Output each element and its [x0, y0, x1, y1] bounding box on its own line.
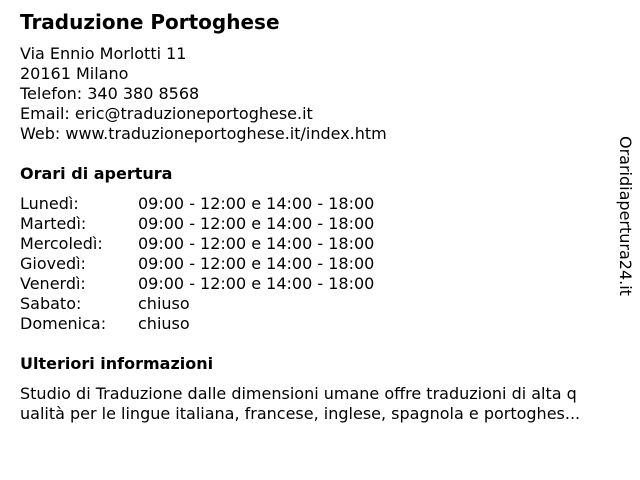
day-hours: 09:00 - 12:00 e 14:00 - 18:00	[138, 234, 375, 253]
street-address: Via Ennio Morlotti 11	[20, 44, 187, 63]
contact-block	[20, 44, 387, 144]
day-hours: 09:00 - 12:00 e 14:00 - 18:00	[138, 214, 375, 233]
hours-row-friday	[20, 274, 374, 294]
site-watermark: Oraridiapertura24.it	[616, 136, 635, 296]
web-line: Web: www.traduzioneportoghese.it/index.htm	[20, 124, 387, 143]
more-info-text	[20, 384, 632, 424]
hours-row-tuesday	[20, 214, 374, 234]
phone-line: Telefon: 340 380 8568	[20, 84, 200, 103]
day-hours: 09:00 - 12:00 e 14:00 - 18:00	[138, 274, 375, 293]
day-label: Martedì:	[20, 214, 87, 233]
description-line: ualità per le lingue italiana, francese, inglese, spagnola e portoghes...	[20, 404, 581, 423]
business-name: Traduzione Portoghese	[20, 10, 280, 34]
day-label: Mercoledì:	[20, 234, 103, 253]
day-hours: 09:00 - 12:00 e 14:00 - 18:00	[138, 254, 375, 273]
city-line: 20161 Milano	[20, 64, 129, 83]
day-hours: chiuso	[138, 294, 190, 313]
day-label: Venerdì:	[20, 274, 86, 293]
day-label: Domenica:	[20, 314, 107, 333]
opening-hours-table	[20, 194, 374, 334]
day-label: Sabato:	[20, 294, 82, 313]
hours-row-sunday	[20, 314, 374, 334]
day-label: Lunedì:	[20, 194, 79, 213]
hours-row-wednesday	[20, 234, 374, 254]
description-line: Studio di Traduzione dalle dimensioni umane offre traduzioni di alta q	[20, 384, 577, 403]
more-info-heading: Ulteriori informazioni	[20, 354, 214, 373]
day-hours: chiuso	[138, 314, 190, 333]
hours-row-saturday	[20, 294, 374, 314]
hours-row-thursday	[20, 254, 374, 274]
hours-row-monday	[20, 194, 374, 214]
opening-hours-heading: Orari di apertura	[20, 164, 173, 183]
day-label: Giovedì:	[20, 254, 86, 273]
email-line: Email: eric@traduzioneportoghese.it	[20, 104, 313, 123]
day-hours: 09:00 - 12:00 e 14:00 - 18:00	[138, 194, 375, 213]
